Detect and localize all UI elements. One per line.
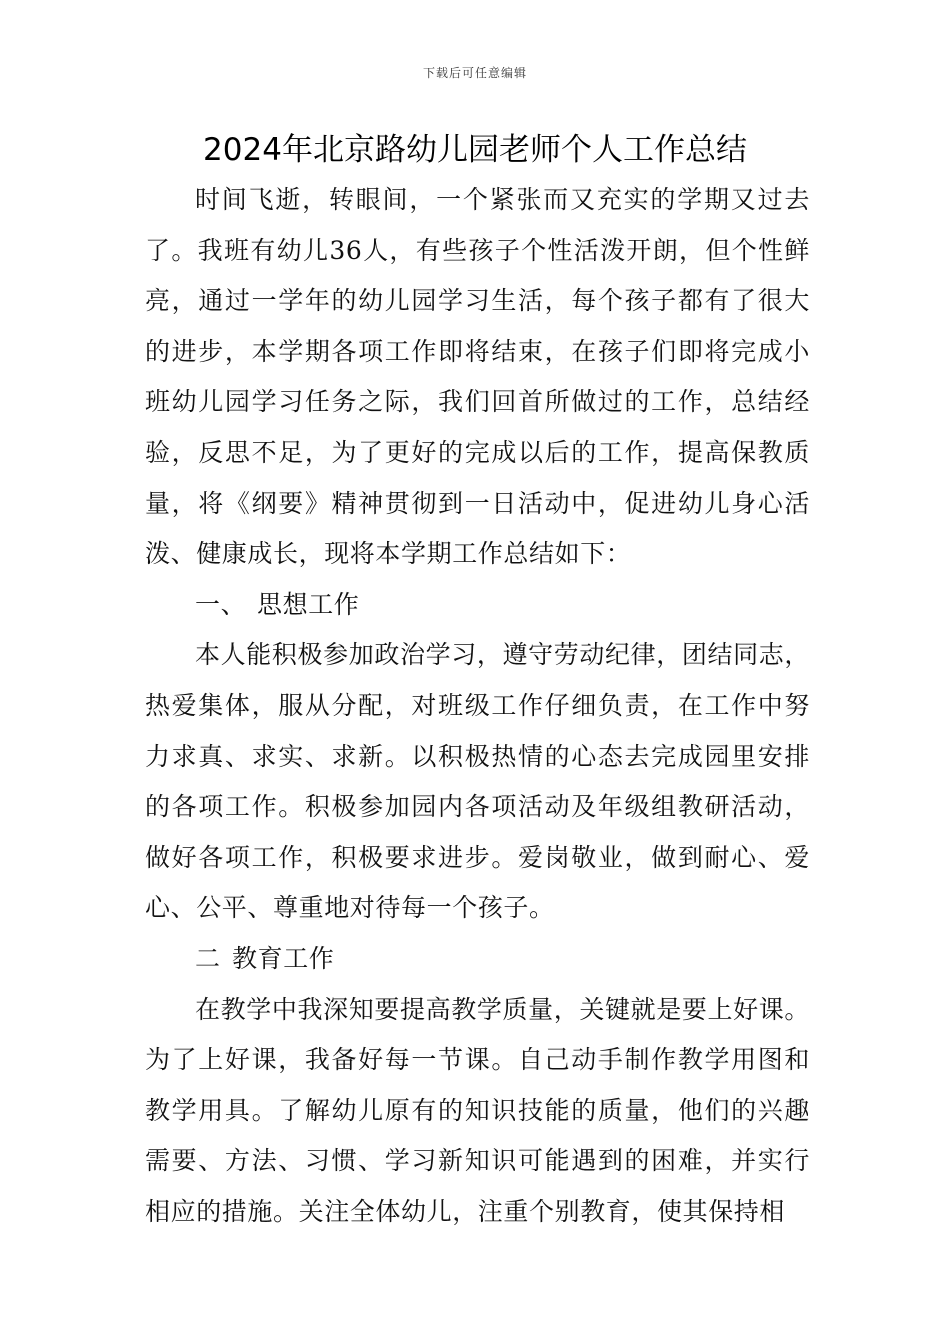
section-number: 一、 [195, 589, 247, 619]
header-note: 下载后可任意编辑 [422, 66, 527, 80]
document-title: 2024年北京路幼儿园老师个人工作总结 [203, 132, 747, 168]
section-number: 二 [195, 943, 221, 973]
section-heading-1 [145, 580, 810, 631]
section-title: 教育工作 [232, 943, 335, 973]
paragraph-education: 在教学中我深知要提高教学质量，关键就是要上好课。为了上好课，我备好每一节课。自己动手制作教学用图和教学用具。了解幼儿原有的知识技能的质量，他们的兴趣需要、方法、习惯、学习新知识可能遇到的困难，并实行相应的措施。关注全体幼儿，注重个别教育，使其保持相 [145, 994, 810, 1226]
section-heading-2 [145, 934, 810, 985]
paragraph-intro: 时间飞逝，转眼间，一个紧张而又充实的学期又过去了。我班有幼儿36人，有些孩子个性活泼开朗，但个性鲜亮，通过一学年的幼儿园学习生活，每个孩子都有了很大的进步，本学期各项工作即将结束，在孩子们即将完成小班幼儿园学习任务之际，我们回首所做过的工作，总结经验，反思不足，为了更好的完成以后的工作，提高保教质量，将《纲要》精神贯彻到一日活动中，促进幼儿身心活泼、健康成长，现将本学期工作总结如下： [145, 185, 810, 569]
paragraph-ideology: 本人能积极参加政治学习，遵守劳动纪律，团结同志，热爱集体，服从分配，对班级工作仔细负责，在工作中努力求真、求实、求新。以积极热情的心态去完成园里安排的各项工作。积极参加园内各项活动及年级组教研活动，做好各项工作，积极要求进步。爱岗敬业，做到耐心、爱心、公平、尊重地对待每一个孩子。 [145, 640, 810, 923]
section-title: 思想工作 [257, 589, 360, 619]
document-body [145, 175, 810, 1237]
